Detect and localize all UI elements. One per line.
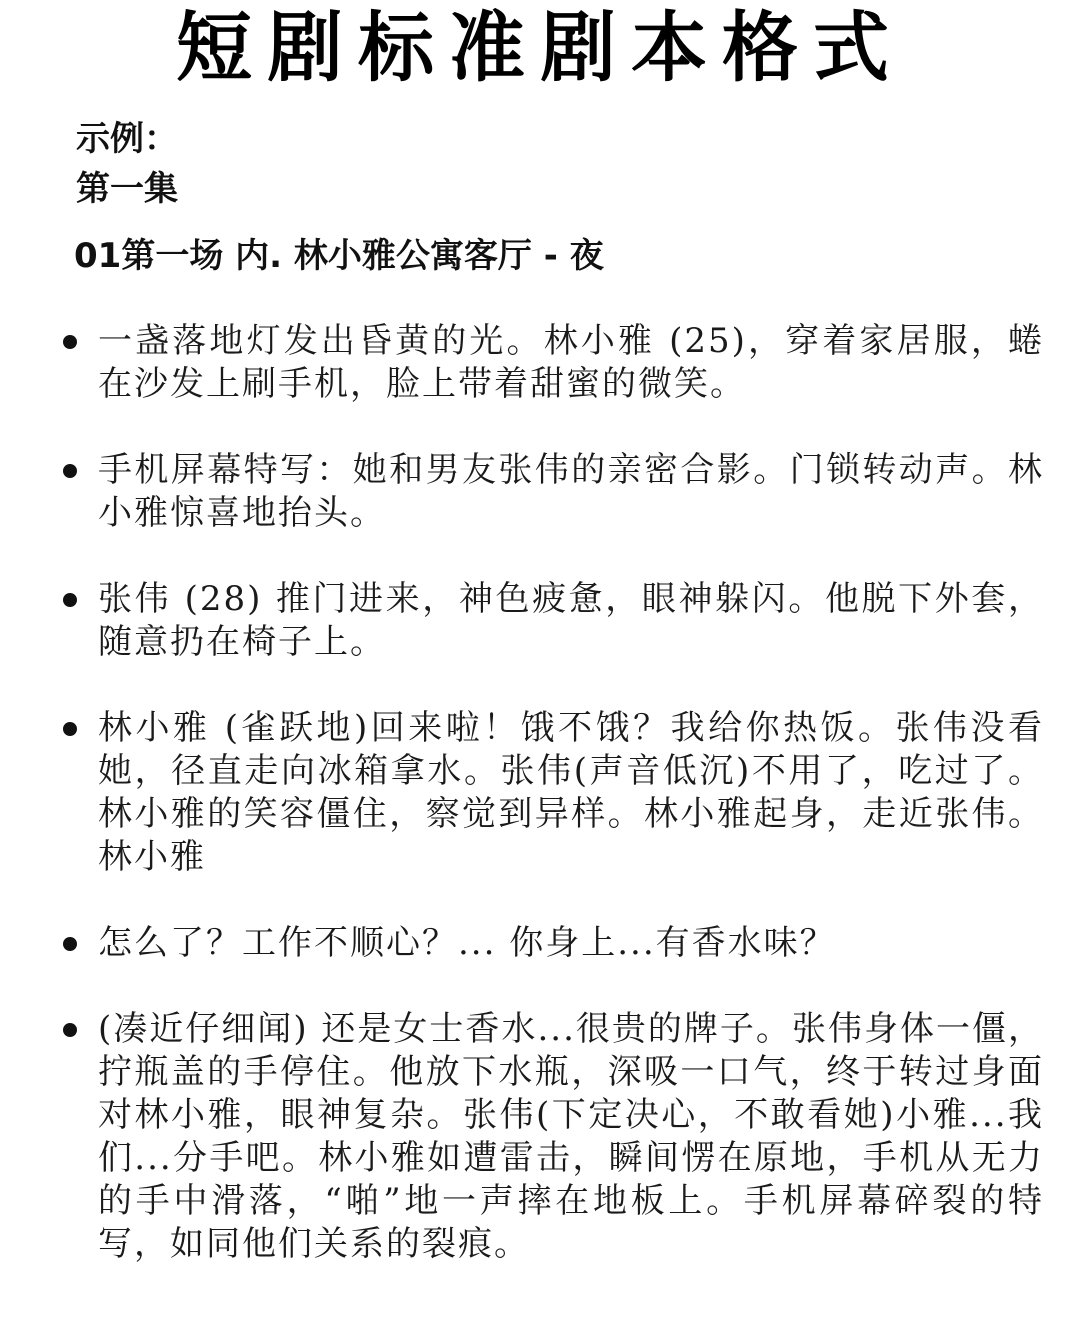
paragraph-text: (凑近仔细闻) 还是女士香水...很贵的牌子。张伟身体一僵，拧瓶盖的手停住。他放下水瓶，深吸一口气，终于转过身面对林小雅，眼神复杂。张伟(下定决心，不敢看她)小雅...我们...分手吧。林小雅如遭雷击，瞬间愣在原地，手机从无力的手中滑落，“啪”地一声摔在地板上。手机屏幕碎裂的特写，如同他们关系的裂痕。 <box>98 1009 1044 1264</box>
bullet-dot-icon <box>63 722 77 736</box>
paragraph-text: 张伟 (28) 推门进来，神色疲惫，眼神躲闪。他脱下外套，随意扔在椅子上。 <box>98 579 1044 662</box>
paragraph-text: 一盏落地灯发出昏黄的光。林小雅 (25)，穿着家居服，蜷在沙发上刷手机，脸上带着甜蜜的微笑。 <box>98 321 1044 404</box>
paragraph-text: 手机屏幕特写：她和男友张伟的亲密合影。门锁转动声。林小雅惊喜地抬头。 <box>98 450 1044 533</box>
paragraph-text: 怎么了？工作不顺心？... 你身上...有香水味？ <box>98 923 836 963</box>
episode-label: 第一集 <box>76 169 178 209</box>
bullet-dot-icon <box>63 593 77 607</box>
example-label: 示例： <box>76 119 178 159</box>
scene-heading: 01第一场 内. 林小雅公寓客厅 - 夜 <box>74 236 604 276</box>
bullet-dot-icon <box>63 335 77 349</box>
paragraph-text: 林小雅 (雀跃地)回来啦！饿不饿？我给你热饭。张伟没看她，径直走向冰箱拿水。张伟(声音低沉)不用了，吃过了。林小雅的笑容僵住，察觉到异样。林小雅起身，走近张伟。林小雅 <box>98 708 1044 877</box>
bullet-dot-icon <box>63 464 77 478</box>
page-title: 短剧标准剧本格式 <box>176 3 904 92</box>
bullet-dot-icon <box>63 1023 77 1037</box>
bullet-dot-icon <box>63 937 77 951</box>
